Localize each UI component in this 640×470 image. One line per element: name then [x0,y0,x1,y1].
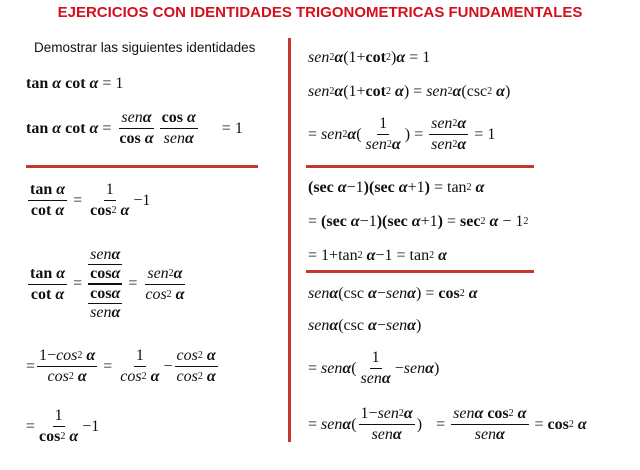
eq-left-5: = 1 − cos 2 α cos 2 α = 1 cos 2 α − cos 2 α cos 2 α [26,347,216,385]
eq-right-4: ( sec α − 1 )( sec α + 1 ) = tan 2 α [308,179,485,196]
eq-left-4: tan α cot α = sen α cos α cos α sen α = sen 2 α cos 2 α [30,246,185,321]
eq-right-5: = ( sec α − 1 )( sec α + 1 ) = sec 2 α − 1 2 [308,213,529,230]
eq-left-2: tan α cot α = sen α cos α cos α sen α = 1 [26,109,243,147]
eq-left-3: tan α cot α = 1 cos 2 α − 1 [30,181,151,219]
eq-left-1: tan α cot α = 1 [26,75,124,92]
eq-right-3: = sen 2 α ( 1 sen 2 α ) = sen 2 α sen 2 α = 1 [308,115,496,153]
eq-right-7: sen α ( csc α − sen α ) = cos 2 α [308,285,478,302]
vertical-divider [288,38,291,442]
eq-right-2: sen 2 α ( 1 + cot 2 α ) = sen 2 α ( csc 2 α ) [308,83,511,100]
eq-left-6: = 1 cos 2 α − 1 [26,407,100,445]
eq-right-1: sen 2 α ( 1 + cot 2 ) α = 1 [308,49,431,66]
divider-right-1 [306,165,534,168]
divider-right-2 [306,270,534,273]
eq-right-9: = sen α ( 1 sen α − sen α ) [308,349,440,387]
eq-right-8: sen α ( csc α − sen α ) [308,317,422,334]
eq-right-10: = sen α ( 1 − sen 2 α sen α ) = sen α cos 2 α sen α = cos 2 α [308,405,587,443]
page-title: EJERCICIOS CON IDENTIDADES TRIGONOMETRICAS FUNDAMENTALES [57,4,583,21]
divider-left-1 [26,165,258,168]
eq-right-6: = 1 + tan 2 α − 1 = tan 2 α [308,247,447,264]
instructions-text: Demostrar las siguientes identidades [34,40,256,55]
